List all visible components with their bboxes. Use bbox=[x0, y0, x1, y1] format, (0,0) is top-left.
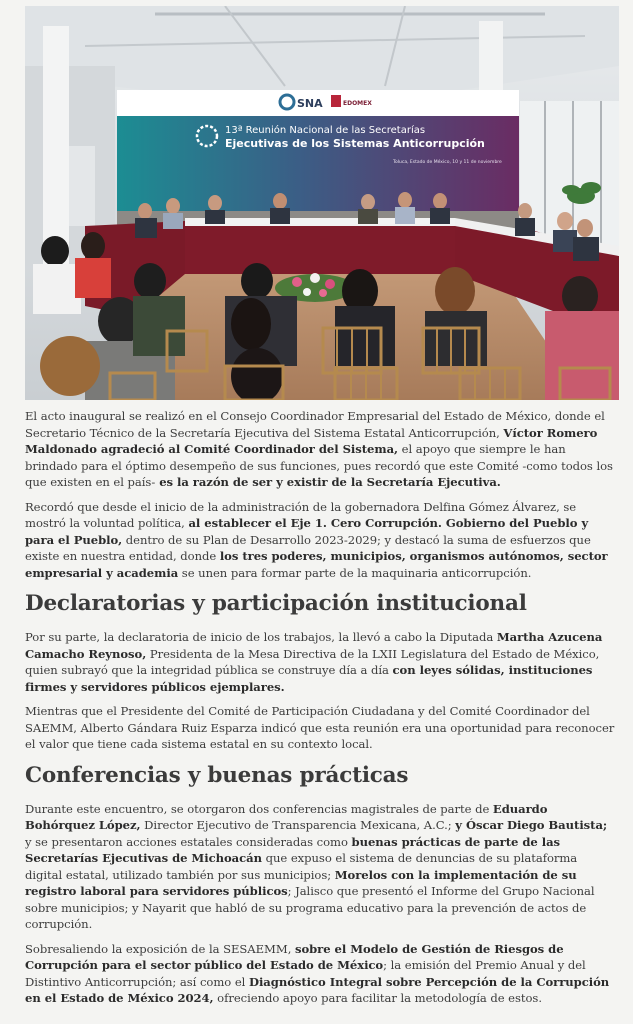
sna-logo: SNA bbox=[297, 97, 323, 110]
edomex-logo: EDOMEX bbox=[343, 100, 372, 107]
banner-title-line2: Ejecutivas de los Sistemas Anticorrupción bbox=[225, 137, 485, 150]
article-body bbox=[25, 408, 617, 1015]
event-photo bbox=[25, 6, 619, 400]
paragraph-4: Mientras que el Presidente del Comité de Participación Ciudadana y del Comité Coordinador del SAEMM, Alberto Gándara Ruiz Esparza indicó que esta reunión era una oportunidad para reconocer el valor que tiene cada sistema estatal en su contexto local. bbox=[25, 704, 615, 751]
banner-subtitle: Toluca, Estado de México, 10 y 11 de noviembre bbox=[393, 160, 502, 165]
section-heading-declaratorias: Declaratorias y participación institucional bbox=[25, 591, 527, 616]
paragraph-1: El acto inaugural se realizó en el Consejo Coordinador Empresarial del Estado de México, donde el Secretario Técnico de la Secretaría Ejecutiva del Sistema Estatal Anticorrupción, Víctor Romero Maldonado agradeció al Comité Coordinador del Sistema, el apoyo que siempre le han brindado para el óptimo desempeño de sus funciones, pues recordó que este Comité -como todos los que existen en el país- es la razón de ser y existir de la Secretaría Ejecutiva. bbox=[25, 409, 613, 489]
paragraph-5: Durante este encuentro, se otorgaron dos conferencias magistrales de parte de Eduardo Bohórquez López, Director Ejecutivo de Transparencia Mexicana, A.C.; y Óscar Diego Bautista; y se presentaron acciones estatales consideradas como buenas prácticas de parte de las Secretarías Ejecutivas de Michoacán que expuso el sistema de denuncias de su plataforma digital estatal, utilizado también por sus municipios; Morelos con la implementación de su registro laboral para servidores públicos; Jalisco que presentó el Informe del Grupo Nacional sobre municipios; y Nayarit que habló de su programa educativo para la prevención de actos de corrupción. bbox=[25, 801, 608, 931]
paragraph-6: Sobresaliendo la exposición de la SESAEMM, sobre el Modelo de Gestión de Riesgos de Corrupción para el sector público del Estado de México; la emisión del Premio Anual y del Distintivo Anticorrupción; así como el Diagnóstico Integral sobre Percepción de la Corrupción en el Estado de México 2024, ofreciendo apoyo para facilitar la metodología de estos. bbox=[25, 941, 610, 1005]
section-heading-conferencias: Conferencias y buenas prácticas bbox=[25, 762, 409, 788]
paragraph-3: Por su parte, la declaratoria de inicio de los trabajos, la llevó a cabo la Diputada Martha Azucena Camacho Reynoso, Presidenta de la Mesa Directiva de la LXII Legislatura del Estado de México, quien subrayó que la integridad pública se construye día a día con leyes sólidas, instituciones firmes y servidores públicos ejemplares. bbox=[25, 630, 603, 694]
paragraph-2: Recordó que desde el inicio de la administración de la gobernadora Delfina Gómez Álvarez, se mostró la voluntad política, al establecer el Eje 1. Cero Corrupción. Gobierno del Pueblo y para el Pueblo, dentro de su Plan de Desarrollo 2023-2029; y destacó la suma de esfuerzos que existe en nuestra entidad, donde los tres poderes, municipios, organismos autónomos, sector empresarial y academia se unen para formar parte de la maquinaria anticorrupción. bbox=[25, 499, 608, 580]
banner-title-line1: 13ª Reunión Nacional de las Secretarías bbox=[225, 125, 426, 136]
